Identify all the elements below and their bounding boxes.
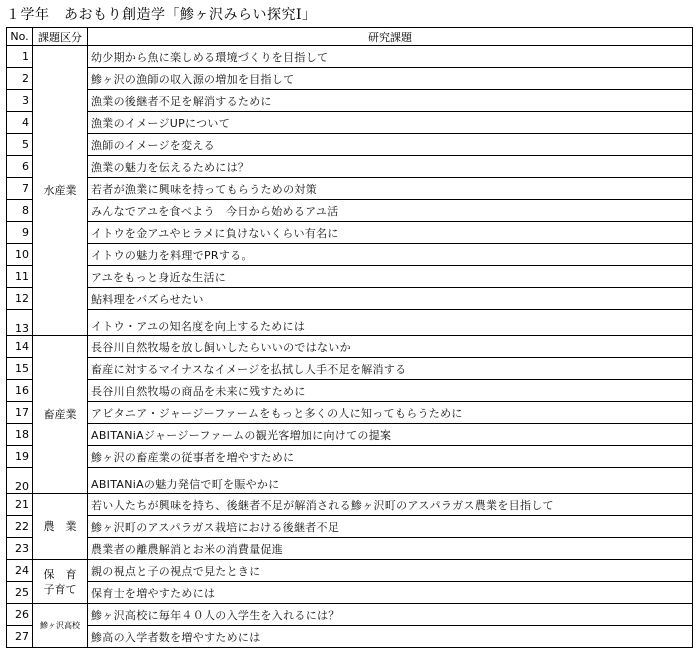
row-topic: 幼少期から魚に楽しめる環境づくりを目指して [88,46,693,68]
table-row [7,446,693,468]
header-category: 課題区分 [33,28,88,46]
row-topic: 鯵ヶ沢の漁師の収入源の増加を目指して [88,68,693,90]
header-topic: 研究課題 [88,28,693,46]
row-topic: 若い人たちが興味を持ち、後継者不足が解消される鯵ヶ沢町のアスパラガス農業を目指して [88,494,693,516]
table-row [7,626,693,648]
category-school: 鰺ヶ沢高校 [33,604,88,648]
table-row [7,358,693,380]
row-topic: 保育士を増やすためには [88,582,693,604]
row-topic: 漁業の魅力を伝えるためには？ [88,156,693,178]
table-row [7,494,693,516]
row-number: 10 [7,244,33,266]
table-row [7,582,693,604]
row-topic: 鯵ヶ沢町のアスパラガス栽培における後継者不足 [88,516,693,538]
row-topic: 鮎料理をバズらせたい [88,288,693,310]
row-topic: 鯵ヶ沢高校に毎年４０人の入学生を入れるには？ [88,604,693,626]
table-row [7,424,693,446]
row-topic: イトウ・アユの知名度を向上するためには [88,310,693,336]
row-number: 2 [7,68,33,90]
row-number: 24 [7,560,33,582]
row-number: 7 [7,178,33,200]
table-row [7,46,693,68]
row-number: 12 [7,288,33,310]
row-number: 5 [7,134,33,156]
row-number: 27 [7,626,33,648]
row-topic: 長谷川自然牧場を放し飼いしたらいいのではないか [88,336,693,358]
table-row [7,112,693,134]
row-topic: イトウの魅力を料理でPRする。 [88,244,693,266]
table-row [7,200,693,222]
table-row [7,244,693,266]
row-topic: 漁業の後継者不足を解消するために [88,90,693,112]
row-number: 25 [7,582,33,604]
row-number: 13 [7,310,33,336]
table-header-row [7,28,693,46]
row-topic: 鯵高の入学者数を増やすためには [88,626,693,648]
row-number: 17 [7,402,33,424]
row-number: 11 [7,266,33,288]
row-topic: みんなでアユを食べよう 今日から始めるアユ活 [88,200,693,222]
table-row [7,222,693,244]
row-topic: ABITANiAジャージーファームの観光客増加に向けての提案 [88,424,693,446]
table-row [7,380,693,402]
table-row [7,156,693,178]
row-topic: 鯵ヶ沢の畜産業の従事者を増やすために [88,446,693,468]
table-row [7,310,693,336]
row-topic: イトウを金アユやヒラメに負けないくらい有名に [88,222,693,244]
category-agriculture: 農 業 [33,494,88,560]
row-number: 22 [7,516,33,538]
row-topic: 漁師のイメージを変える [88,134,693,156]
row-number: 15 [7,358,33,380]
header-no: No. [7,28,33,46]
row-topic: 長谷川自然牧場の商品を未来に残すために [88,380,693,402]
table-row [7,68,693,90]
row-number: 9 [7,222,33,244]
row-number: 26 [7,604,33,626]
row-number: 4 [7,112,33,134]
table-row [7,178,693,200]
row-number: 3 [7,90,33,112]
category-childcare: 保 育 子育て [33,560,88,604]
category-fishery: 水産業 [33,46,88,336]
table-row [7,560,693,582]
table-row [7,538,693,560]
row-topic: 農業者の離農解消とお米の消費量促進 [88,538,693,560]
row-number: 16 [7,380,33,402]
row-topic: ABITANiAの魅力発信で町を賑やかに [88,468,693,494]
row-topic: 親の視点と子の視点で見たときに [88,560,693,582]
row-topic: 若者が漁業に興味を持ってもらうための対策 [88,178,693,200]
table-row [7,288,693,310]
row-number: 1 [7,46,33,68]
row-topic: アビタニア・ジャージーファームをもっと多くの人に知ってもらうために [88,402,693,424]
table-row [7,604,693,626]
page-title: １学年 あおもり創造学「鯵ヶ沢みらい探究Ⅰ」 [6,7,317,23]
category-livestock: 畜産業 [33,336,88,494]
table-row [7,516,693,538]
table-row [7,266,693,288]
row-number: 18 [7,424,33,446]
row-number: 20 [7,468,33,494]
research-topics-table [6,27,693,648]
table-row [7,134,693,156]
row-number: 8 [7,200,33,222]
row-number: 14 [7,336,33,358]
table-row [7,336,693,358]
row-number: 19 [7,446,33,468]
row-number: 23 [7,538,33,560]
row-topic: 畜産に対するマイナスなイメージを払拭し人手不足を解消する [88,358,693,380]
table-row [7,468,693,494]
row-topic: 漁業のイメージUPについて [88,112,693,134]
row-number: 21 [7,494,33,516]
table-row [7,90,693,112]
table-row [7,402,693,424]
row-topic: アユをもっと身近な生活に [88,266,693,288]
row-number: 6 [7,156,33,178]
